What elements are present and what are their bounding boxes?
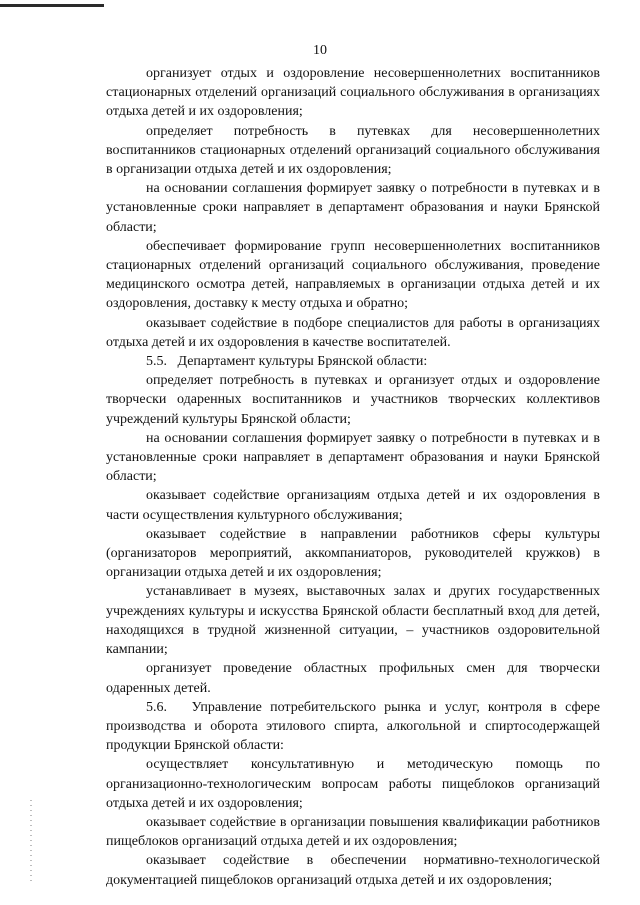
section-heading-5-6: 5.6. Управление потребительского рынка и услуг, контроля в сфере производства и оборота этилового спирта, алкогольной и спиртосодержащей продукции Брянской области:	[106, 699, 604, 754]
header-rule	[0, 4, 104, 7]
scan-margin-marks	[30, 800, 32, 882]
paragraph-12: организует проведение областных профильных смен для творчески одаренных детей.	[106, 661, 600, 696]
paragraph-3: на основании соглашения формирует заявку о потребности в путевках и в установленные сроки направляет в департамент образования и науки Брянской области;	[106, 181, 600, 235]
section-heading-5-5: 5.5. Департамент культуры Брянской области:	[146, 354, 428, 370]
paragraph-1: организует отдых и оздоровление несовершеннолетних воспитанников стационарных отделений организаций социального обслуживания в организациях отдыха детей и их оздоровления;	[106, 66, 600, 120]
paragraph-15: оказывает содействие в организации повышения квалификации работников пищеблоков организаций отдыха детей и их оздоровления;	[106, 814, 600, 850]
paragraph-16: оказывает содействие в обеспечении нормативно-технологической документацией пищеблоков организаций отдыха детей и их оздоровления;	[106, 853, 600, 888]
document-body	[106, 64, 604, 890]
paragraph-10: оказывает содействие в направлении работников сферы культуры (организаторов мероприятий, аккомпаниаторов, руководителей кружков) в организации отдыха детей и их оздоровления;	[106, 526, 600, 581]
paragraph-11: устанавливает в музеях, выставочных залах и других государственных учреждениях культуры и искусства Брянской области бесплатный вход для детей, находящихся в трудной жизненной ситуации, – участников оздоровительной кампании;	[106, 584, 600, 658]
paragraph-14: осуществляет консультативную и методическую помощь по организационно-технологическим вопросам работы пищеблоков организаций отдыха детей и их оздоровления;	[106, 757, 600, 811]
paragraph-4: обеспечивает формирование групп несовершеннолетних воспитанников стационарных отделений организаций социального обслуживания, проведение медицинского осмотра детей, направляемых в организации отдыха детей и их оздоровления, доставку к месту отдыха и обратно;	[106, 238, 600, 312]
paragraph-7: определяет потребность в путевках и организует отдых и оздоровление творчески одаренных воспитанников и участников творческих коллективов учреждений культуры Брянской области;	[106, 373, 600, 427]
page-number: 10	[313, 43, 327, 58]
paragraph-9: оказывает содействие организациям отдыха детей и их оздоровления в части осуществления культурного обслуживания;	[106, 488, 600, 523]
paragraph-2: определяет потребность в путевках для несовершеннолетних воспитанников стационарных отделений организаций социального обслуживания в организации отдыха детей и их оздоровления;	[106, 123, 600, 178]
paragraph-5: оказывает содействие в подборе специалистов для работы в организациях отдыха детей и их оздоровления в качестве воспитателей.	[106, 315, 600, 350]
paragraph-8: на основании соглашения формирует заявку о потребности в путевках и в установленные сроки направляет в департамент образования и науки Брянской области;	[106, 430, 600, 485]
